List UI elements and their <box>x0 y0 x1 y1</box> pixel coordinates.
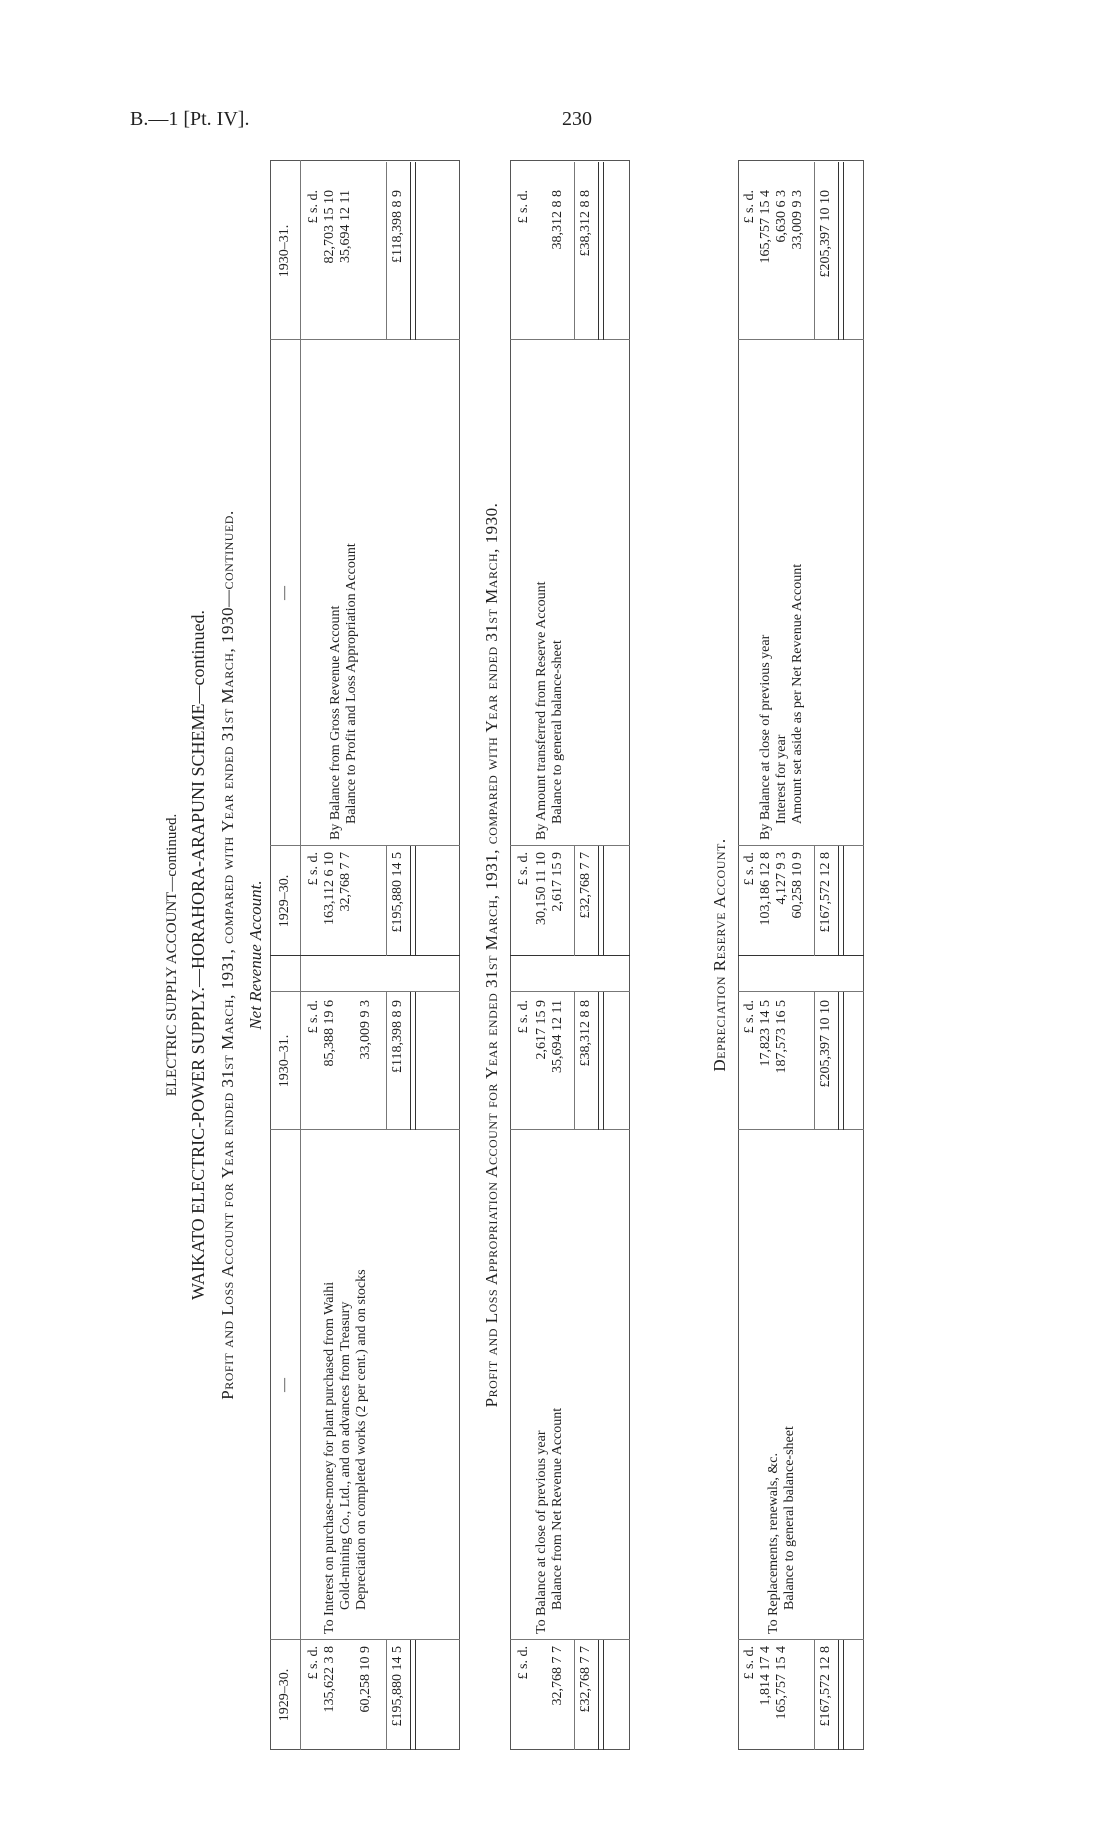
col-1930-left: 1930–31. <box>277 1034 292 1088</box>
entry-description: To Replacements, renewals, &c. <box>766 1453 781 1634</box>
amount-cell: 165,757 15 4 <box>774 1646 789 1720</box>
account-title: Profit and Loss Account for Year ended 31st March, 1931, compared with Year ended 31st March, 1930—continued. <box>218 510 237 1400</box>
units-label: £ s. d. <box>306 1000 321 1034</box>
units-label: £ s. d. <box>516 1646 531 1680</box>
col-1930-right: 1930–31. <box>277 224 292 278</box>
amount-cell: 163,112 6 10 <box>322 852 337 925</box>
total-cell: £118,398 8 9 <box>390 1000 405 1073</box>
total-cell: £195,880 14 5 <box>390 852 405 933</box>
amount-cell: 187,573 16 5 <box>774 1000 789 1074</box>
amount-cell: 33,009 9 3 <box>790 190 805 250</box>
amount-cell: 85,388 19 6 <box>322 1000 337 1067</box>
entry-description: Balance from Net Revenue Account <box>550 1407 565 1610</box>
amount-cell: 6,630 6 3 <box>774 190 789 243</box>
total-cell: £167,572 12 8 <box>818 852 833 933</box>
rotated-sheet <box>160 160 1110 1750</box>
amount-cell: 33,009 9 3 <box>358 1000 373 1060</box>
page-number: 230 <box>562 108 592 130</box>
entry-description: Balance to general balance-sheet <box>550 640 565 824</box>
page-reference: B.—1 [Pt. IV]. <box>130 108 250 130</box>
amount-cell: 32,768 7 7 <box>338 852 353 912</box>
amount-cell: 60,258 10 9 <box>790 852 805 919</box>
units-label: £ s. d. <box>306 190 321 224</box>
entry-description: Interest for year <box>774 734 789 824</box>
amount-cell: 103,186 12 8 <box>758 852 773 926</box>
total-cell: £167,572 12 8 <box>818 1646 833 1727</box>
entry-description: By Balance at close of previous year <box>758 634 773 840</box>
amount-cell: 60,258 10 9 <box>358 1646 373 1713</box>
amount-cell: 1,814 17 4 <box>758 1646 773 1706</box>
units-label: £ s. d. <box>742 1000 757 1034</box>
amount-cell: 17,823 14 5 <box>758 1000 773 1067</box>
amount-cell: 165,757 15 4 <box>758 190 773 264</box>
entry-description: Depreciation on completed works (2 per cent.) and on stocks <box>354 1269 369 1610</box>
amount-cell: 135,622 3 8 <box>322 1646 337 1713</box>
total-cell: £32,768 7 7 <box>578 1646 593 1713</box>
units-label: £ s. d. <box>516 852 531 886</box>
amount-cell: 4,127 9 3 <box>774 852 789 905</box>
amount-cell: 35,694 12 11 <box>550 1000 565 1073</box>
amount-cell: 38,312 8 8 <box>550 190 565 250</box>
net-revenue-title: Net Revenue Account. <box>246 880 265 1030</box>
col-dash-left: — <box>277 1378 292 1392</box>
units-label: £ s. d. <box>742 1646 757 1680</box>
col-dash-right: — <box>277 586 292 600</box>
entry-description: To Interest on purchase-money for plant purchased from Waihi <box>322 1281 337 1634</box>
units-label: £ s. d. <box>306 852 321 886</box>
section-title: ELECTRIC SUPPLY ACCOUNT—continued. <box>164 813 180 1097</box>
entry-description: Balance to general balance-sheet <box>782 1426 797 1610</box>
total-cell: £118,398 8 9 <box>390 190 405 263</box>
total-cell: £32,768 7 7 <box>578 852 593 919</box>
col-1929-left: 1929–30. <box>277 1668 292 1722</box>
units-label: £ s. d. <box>516 190 531 224</box>
depreciation-title: Depreciation Reserve Account. <box>710 838 729 1072</box>
entry-description: Amount set aside as per Net Revenue Account <box>790 563 805 824</box>
units-label: £ s. d. <box>742 190 757 224</box>
entry-description: To Balance at close of previous year <box>534 1430 549 1634</box>
total-cell: £205,397 10 10 <box>818 190 833 278</box>
amount-cell: 2,617 15 9 <box>534 1000 549 1060</box>
entry-description: By Amount transferred from Reserve Account <box>534 581 549 840</box>
entry-description: Gold-mining Co., Ltd., and on advances from Treasury <box>338 1301 353 1610</box>
scheme-title: WAIKATO ELECTRIC-POWER SUPPLY.—HORAHORA-ARAPUNI SCHEME—continued. <box>188 609 208 1301</box>
total-cell: £205,397 10 10 <box>818 1000 833 1088</box>
total-cell: £38,312 8 8 <box>578 1000 593 1067</box>
units-label: £ s. d. <box>516 1000 531 1034</box>
col-1929-right: 1929–30. <box>277 874 292 928</box>
amount-cell: 2,617 15 9 <box>550 852 565 912</box>
amount-cell: 82,703 15 10 <box>322 190 337 264</box>
units-label: £ s. d. <box>742 852 757 886</box>
appropriation-title: Profit and Loss Appropriation Account for Year ended 31st March, 1931, compared with Year ended 31st March, 1930. <box>482 502 501 1408</box>
total-cell: £38,312 8 8 <box>578 190 593 257</box>
amount-cell: 32,768 7 7 <box>550 1646 565 1706</box>
amount-cell: 30,150 11 10 <box>534 852 549 925</box>
total-cell: £195,880 14 5 <box>390 1646 405 1727</box>
units-label: £ s. d. <box>306 1646 321 1680</box>
entry-description: By Balance from Gross Revenue Account <box>328 605 343 840</box>
entry-description: Balance to Profit and Loss Appropriation Account <box>344 543 359 824</box>
amount-cell: 35,694 12 11 <box>338 190 353 263</box>
